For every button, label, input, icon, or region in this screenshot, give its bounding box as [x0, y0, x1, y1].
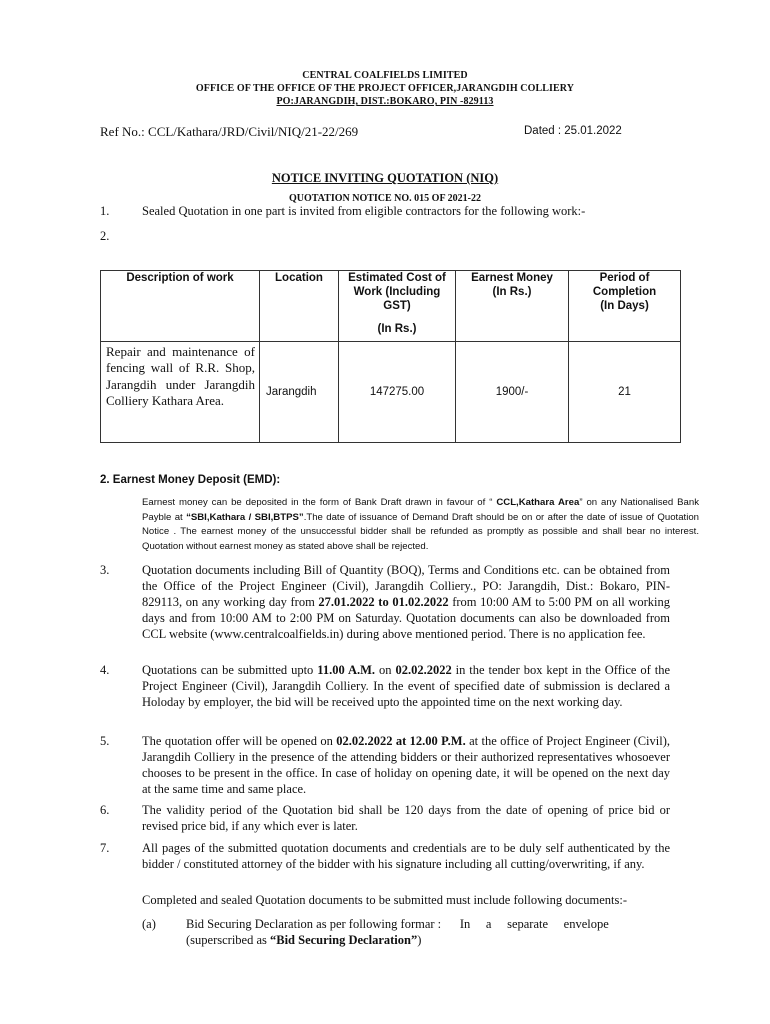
- sub-a-envelope-label: “Bid Securing Declaration”: [270, 933, 418, 947]
- table-row: [101, 342, 681, 443]
- sub-item-label: (a): [142, 917, 156, 931]
- item3-text-1: Quotation documents including Bill of Quantity (BOQ), Terms and Conditions etc. can be obtained from the Office of the Project Engineer (Civil), Jarangdih Colliery., PO: Jarangdih, Dist.: Bokaro, PIN-829113, on any working day from: [142, 563, 670, 609]
- item3-dates: 27.01.2022 to 01.02.2022: [318, 595, 449, 609]
- title-wrap: [0, 169, 770, 187]
- reference-number: Ref No.: CCL/Kathara/JRD/Civil/NIQ/21-22/269: [100, 124, 359, 139]
- item5-text-2: at the office of Project Engineer (Civil), Jarangdih Colliery in the presence of the attending bidders or their authorized representatives whosoever chooses to be present in the office. In case of holiday on opening date, it will be opened on the next day at the same time and same place.: [142, 734, 670, 796]
- location-text: Jarangdih: [266, 386, 317, 398]
- office-address-wrap: [0, 96, 770, 107]
- item4-text-1: Quotations can be submitted upto: [142, 663, 318, 677]
- header-cost-main: Estimated Cost of Work (Including GST): [348, 272, 446, 312]
- sub-a-line2: [186, 932, 676, 948]
- item4-time: 11.00 A.M.: [317, 663, 376, 677]
- cell-location: [260, 342, 339, 443]
- item-number: 2.: [100, 229, 110, 243]
- sub-a-text-2: (superscribed as: [186, 933, 270, 947]
- item-number: 6.: [100, 803, 110, 817]
- emd-text-1: Earnest money can be deposited in the form of Bank Draft drawn in favour of “: [142, 497, 497, 508]
- item5-text: [142, 733, 670, 797]
- item1-text: Sealed Quotation in one part is invited from eligible contractors for the following work:-: [142, 204, 586, 218]
- item3-text-2: from 10:00 AM to 5:00 PM on all working days and from 10:00 AM to 2:00 PM on Saturday. Quotation documents can also be downloaded from CCL website (www.centralcoalfields.in) during above mentioned period. There is no application fee.: [142, 595, 671, 641]
- office-address: PO:JARANGDIH, DIST.:BOKARO, PIN -829113: [276, 96, 494, 107]
- item-number: 7.: [100, 841, 110, 855]
- header-period-text: Period of Completion (In Days): [592, 272, 657, 312]
- org-name: CENTRAL COALFIELDS LIMITED: [302, 70, 468, 81]
- item-number: 3.: [100, 563, 110, 577]
- item4-text-3: in the tender box kept in the Office of the Project Engineer (Civil), Jarangdih Colliery. In the event of specified date of submission is declared a Holoday by employer, the bid will be received upto the appointed time on the next working day.: [142, 663, 671, 709]
- emd-heading: 2. Earnest Money Deposit (EMD):: [100, 474, 281, 486]
- emd-payable-at: “SBI,Kathara / SBI,BTPS”: [186, 511, 304, 523]
- item-number: 4.: [100, 663, 110, 677]
- item4-text-2: on: [375, 663, 396, 677]
- item4-text: [142, 662, 670, 710]
- emd-text-2: ” on any Nationalised Bank Payble at: [142, 497, 699, 523]
- description-text: Repair and maintenance of fencing wall of R.R. Shop, Jarangdih under Jarangdih Colliery Kathara Area.: [106, 344, 255, 409]
- emd-text-3: .The date of issuance of Demand Draft should be on or after the date of issue of Quotation Notice . The earnest money of the unsuccessful bidder shall be refunded as promptly as possible and shall bear no interest. Quotation without earnest money as stated above shall be rejected.: [142, 511, 700, 552]
- emd-payee: CCL,Kathara Area: [496, 497, 580, 508]
- sub-a-text-3: ): [417, 933, 422, 947]
- header-location: Location: [260, 271, 339, 342]
- office-name: OFFICE OF THE OFFICE OF THE PROJECT OFFICER,JARANGDIH COLLIERY: [195, 83, 575, 94]
- completed-documents-text: Completed and sealed Quotation documents to be submitted must include following documents:-: [142, 893, 627, 907]
- header-emd: [456, 271, 569, 342]
- item5-opening: 02.02.2022 at 12.00 P.M.: [336, 734, 466, 748]
- cell-period: 21: [569, 342, 681, 443]
- header-description: Description of work: [101, 271, 260, 342]
- cell-emd: 1900/-: [456, 342, 569, 443]
- item3-text: [142, 562, 670, 642]
- item-number: 5.: [100, 734, 110, 748]
- sub-a-line1: Bid Securing Declaration as per following formar : In a separate envelope: [186, 917, 609, 931]
- cell-description: [101, 342, 260, 443]
- page-title: NOTICE INVITING QUOTATION (NIQ): [271, 171, 499, 185]
- cell-cost: 147275.00: [339, 342, 456, 443]
- dated: Dated : 25.01.2022: [524, 125, 622, 137]
- header-emd-text: Earnest Money (In Rs.): [471, 272, 553, 298]
- emd-paragraph: [142, 496, 699, 554]
- header-period: [569, 271, 681, 342]
- item4-date: 02.02.2022: [395, 663, 452, 677]
- item6-text: The validity period of the Quotation bid shall be 120 days from the date of opening of price bid or revised price bid, if any which ever is later.: [142, 803, 670, 833]
- item-number: 1.: [100, 204, 110, 218]
- item7-text: All pages of the submitted quotation documents and credentials are to be duly self authenticated by the bidder / constituted attorney of the bidder with his signature including all cutting/overwriting, if any.: [142, 841, 670, 871]
- work-table: [100, 270, 681, 443]
- notice-number: QUOTATION NOTICE NO. 015 OF 2021-22: [288, 193, 482, 204]
- table-header-row: [101, 271, 681, 342]
- header-cost: [339, 271, 456, 342]
- header-cost-unit: (In Rs.): [377, 323, 417, 335]
- item5-text-1: The quotation offer will be opened on: [142, 734, 337, 748]
